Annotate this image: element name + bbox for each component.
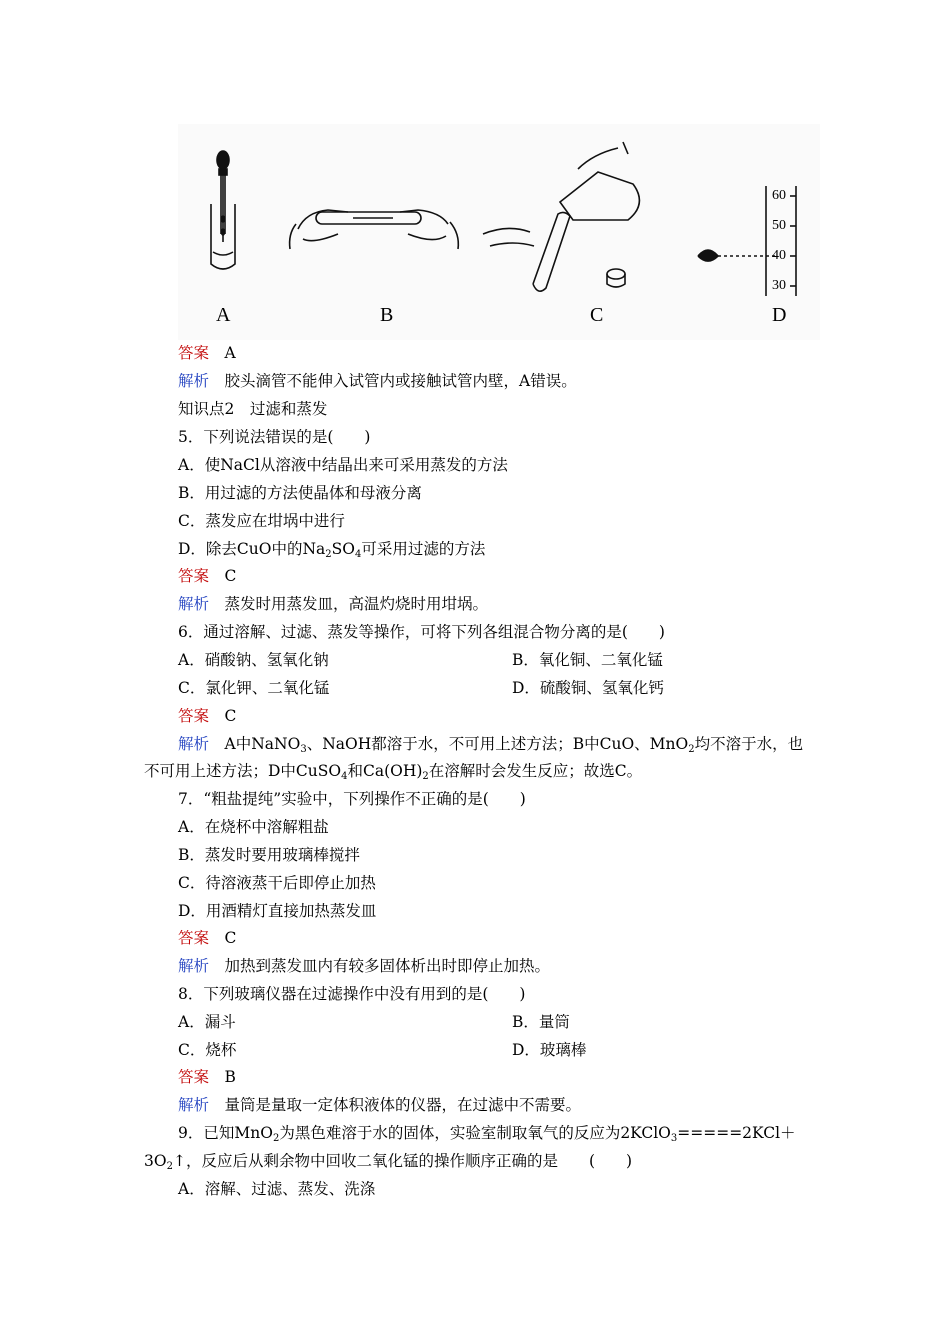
- scale-tick-30: 30: [772, 278, 786, 293]
- answer-line: 答案 C: [178, 929, 237, 947]
- question-8: 8．下列玻璃仪器在过滤操作中没有用到的是( ): [178, 985, 526, 1003]
- option-line: B．量筒: [512, 1013, 570, 1031]
- answer-line: 答案 C: [178, 707, 237, 725]
- option-line: B．氧化铜、二氧化锰: [512, 651, 663, 669]
- option-line: D．用酒精灯直接加热蒸发皿: [178, 902, 377, 920]
- scale-tick-40: 40: [772, 248, 786, 263]
- experiment-figure: [178, 124, 820, 340]
- section-heading: 知识点2 过滤和蒸发: [178, 400, 328, 418]
- analysis-line: 解析 胶头滴管不能伸入试管内或接触试管内壁，A错误。: [178, 372, 577, 390]
- figure-label-c: C: [590, 304, 604, 326]
- question-6: 6．通过溶解、过滤、蒸发等操作，可将下列各组混合物分离的是( ): [178, 623, 665, 641]
- option-line: D．除去CuO中的$Na_2SO_4$可采用过滤的方法: [178, 540, 486, 560]
- option-line: C．待溶液蒸干后即停止加热: [178, 874, 376, 892]
- analysis-continuation: 不可用上述方法；D中CuSO$_4$和$Ca(OH)_2$在溶解时会发生反应；故选C。: [144, 762, 643, 782]
- analysis-line: 解析 蒸发时用蒸发皿，高温灼烧时用坩埚。: [178, 595, 489, 613]
- option-line: B．蒸发时要用玻璃棒搅拌: [178, 846, 360, 864]
- scale-tick-50: 50: [772, 218, 786, 233]
- figure-label-b: B: [380, 304, 394, 326]
- option-line: D．硫酸铜、氢氧化钙: [512, 679, 664, 697]
- question-continuation: $3O_2↑$，反应后从剩余物中回收二氧化锰的操作顺序正确的是 ( ): [144, 1152, 633, 1172]
- option-line: A．使NaCl从溶液中结晶出来可采用蒸发的方法: [178, 456, 508, 474]
- answer-line: 答案 C: [178, 567, 237, 585]
- answer-line: 答案 A: [178, 344, 236, 362]
- analysis-line: 解析 A中NaNO$_3$、NaOH都溶于水，不可用上述方法；B中CuO、MnO$_2$均不溶于水，也: [178, 735, 804, 755]
- option-line: C．烧杯: [178, 1041, 237, 1059]
- option-line: A．在烧杯中溶解粗盐: [178, 818, 329, 836]
- option-line: C．氯化钾、二氧化锰: [178, 679, 330, 697]
- figure-label-a: A: [216, 304, 231, 326]
- analysis-line: 解析 量筒是量取一定体积液体的仪器，在过滤中不需要。: [178, 1096, 582, 1114]
- question-7: 7．“粗盐提纯”实验中，下列操作不正确的是( ): [178, 790, 526, 808]
- option-line: C．蒸发应在坩埚中进行: [178, 512, 345, 530]
- scale-tick-60: 60: [772, 188, 786, 203]
- answer-line: 答案 B: [178, 1068, 236, 1086]
- option-line: B．用过滤的方法使晶体和母液分离: [178, 484, 422, 502]
- dropper-tube-drawing: [211, 151, 235, 269]
- question-5: 5．下列说法错误的是( ): [178, 428, 371, 446]
- option-line: A．硝酸钠、氢氧化钠: [178, 651, 329, 669]
- analysis-line: 解析 加热到蒸发皿内有较多固体析出时即停止加热。: [178, 957, 551, 975]
- option-line: A．漏斗: [178, 1013, 236, 1031]
- hands-tube-drawing: [290, 210, 459, 249]
- option-line: D．玻璃棒: [512, 1041, 587, 1059]
- option-line: A．溶解、过滤、蒸发、洗涤: [178, 1180, 376, 1198]
- figure-label-d: D: [772, 304, 787, 326]
- question-9: 9．已知MnO$_2$为黑色难溶于水的固体，实验室制取氧气的反应为2KClO$_3$=====2KCl＋: [178, 1124, 796, 1144]
- apparatus-illustration: [178, 124, 820, 340]
- pouring-drawing: [483, 142, 639, 291]
